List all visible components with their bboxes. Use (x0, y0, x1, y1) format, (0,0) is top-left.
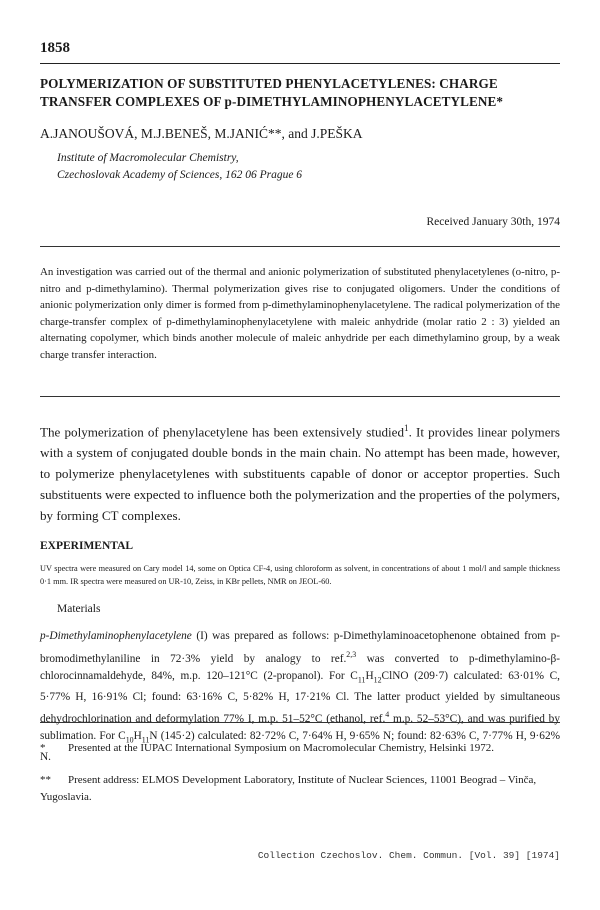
affiliation-line-1: Institute of Macromolecular Chemistry, (57, 152, 239, 164)
materials-text-4: ClNO (209·7) calculated: 63·01% C, 5·77% H, 16·91% Cl; found: 63·16% C, 5·82% H, 17·21% Cl. The latter product yielded by simultaneous dehydrochlorination and deformylation 77% I, m.p. 51–52°C (ethanol, ref. (40, 669, 560, 725)
materials-text-7: N (145·2) calculated: 82·72% C, 7·64% H, 9·65% N; found: 82·63% C, 7·77% H, 9·62% N. (40, 730, 561, 764)
intro-text-2: . It provides linear polymers with a system of conjugated double bonds in the main chain. No attempt has been made, however, to polymerize phenylacetylenes with substituents capable of donor or acceptor properties. Such substituents were expected to influence both the polymerization and the properties of the polymers, by forming CT complexes. (40, 424, 560, 524)
abstract-top-rule (40, 246, 560, 247)
subscript: 11 (357, 675, 366, 685)
experimental-note: UV spectra were measured on Cary model 14, some on Optica CF-4, using chloroform as solvent, in concentrations of about 1 mol/l and sample thickness 0·1 mm. IR spectra were measured on UR-10, Zeiss, in KBr pellets, NMR on JEOL-60. (40, 564, 560, 586)
materials-text-1: (I) was prepared as follows: p-Dimethylaminoacetophenone obtained from p-bromodimethylaniline in 72·3% yield by analogy to ref. (40, 630, 560, 665)
footnote-rule (40, 722, 560, 723)
introduction-paragraph (40, 418, 560, 526)
materials-text-2: was converted to p-dimethylamino-β-chlorocinnamaldehyde, 84%, m.p. 120–121°C (2-propanol). For C (40, 652, 560, 682)
abstract: An investigation was carried out of the thermal and anionic polymerization of substituted phenylacetylenes (o-nitro, p-nitro and p-dimethylamino). Thermal polymerization gives rise to conjugated oligomers. Under the conditions of anionic polymerization only dimer is formed from p-dimethylaminophenylacetylene. The radical polymerization of the charge-transfer complex of p-dimethylaminophenylacetylene with maleic anhydride (molar ratio 2 : 3) yielded an alternating copolymer, which binds another molecule of maleic anhydride per each dimethylamino group, by a weak charge transfer interaction. (40, 266, 560, 361)
intro-text-1: The polymerization of phenylacetylene has been extensively studied (40, 424, 405, 440)
subscript: 11 (141, 735, 150, 745)
materials-text-3: H (365, 669, 374, 682)
footnote-text: Present address: ELMOS Development Laboratory, Institute of Nuclear Sciences, 11001 Beograd – Vinča, Yugoslavia. (40, 774, 537, 803)
footnote-marker: * (40, 742, 46, 754)
author-list: A.JANOUŠOVÁ, M.J.BENEŠ, M.JANIĆ**, and J.PEŠKA (40, 126, 363, 141)
journal-citation: Collection Czechoslov. Chem. Commun. [Vol. 39] [1974] (257, 850, 560, 861)
reference-marker: 2,3 (346, 649, 357, 659)
subscript: 10 (125, 735, 134, 745)
footnote-marker: ** (40, 774, 51, 786)
affiliation-line-2: Czechoslovak Academy of Sciences, 162 06 Prague 6 (57, 169, 303, 181)
experimental-heading: EXPERIMENTAL (40, 540, 134, 552)
affiliation (57, 150, 537, 184)
materials-text-5: m.p. 52–53°C), and was purified by sublimation. For C (40, 712, 560, 743)
received-date: Received January 30th, 1974 (426, 216, 560, 228)
footnote-text: Presented at the IUPAC International Symposium on Macromolecular Chemistry, Helsinki 1972. (68, 742, 494, 754)
materials-text-6: H (133, 730, 142, 743)
article-title: POLYMERIZATION OF SUBSTITUTED PHENYLACETYLENES: CHARGE TRANSFER COMPLEXES OF p-DIMETHYLAMINOPHENYLACETYLENE* (40, 76, 504, 109)
footnote-1 (40, 740, 560, 757)
abstract-bottom-rule (40, 396, 560, 397)
compound-name: p-Dimethylaminophenylacetylene (40, 630, 192, 642)
subscript: 12 (373, 675, 382, 685)
header-rule (40, 63, 560, 64)
reference-marker: 1 (404, 423, 409, 433)
page-number: 1858 (40, 40, 70, 56)
footnote-2 (40, 772, 560, 806)
reference-marker: 4 (385, 710, 390, 720)
materials-heading: Materials (57, 603, 101, 615)
